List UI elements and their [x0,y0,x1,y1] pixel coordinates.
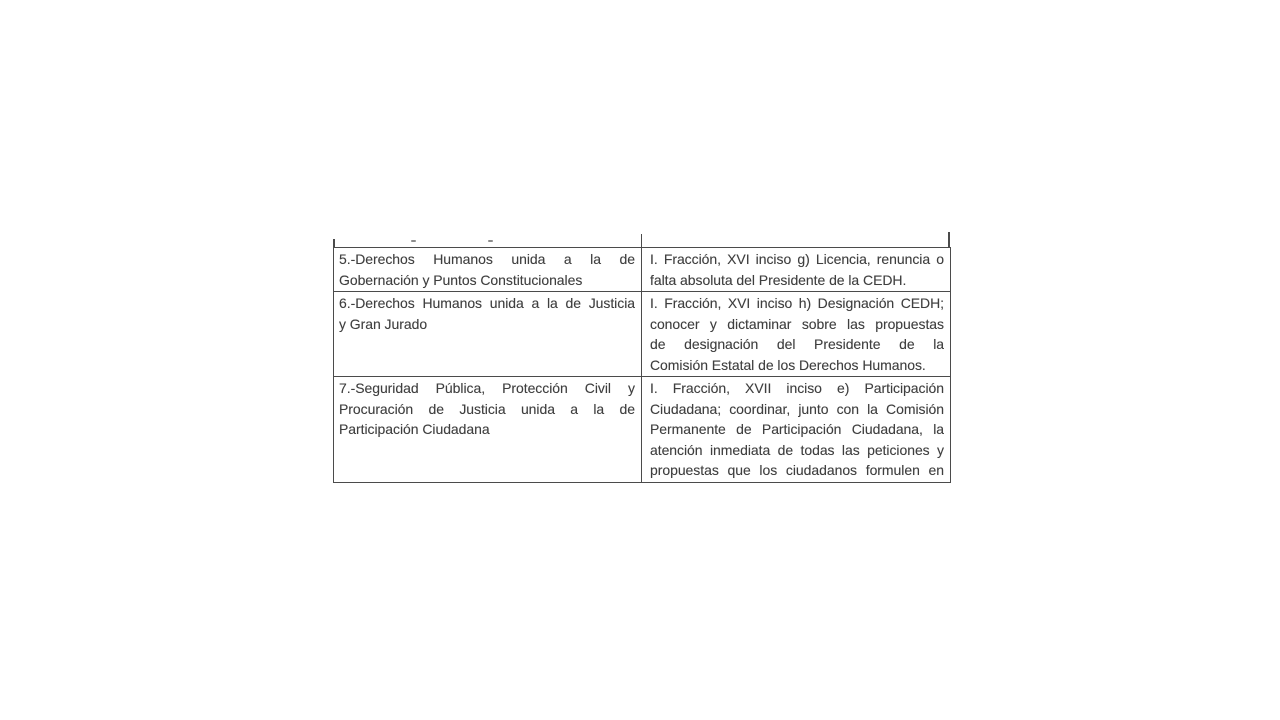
cropped-table-row [333,231,950,247]
faculty-cell [642,292,951,377]
text-line: I. Fracción, XVI inciso h) Designación CEDH; [650,295,944,311]
commission-cell [334,248,642,292]
text-line: Comisión Estatal de los Derechos Humanos. [650,356,926,373]
table-row [334,377,951,483]
table-border-segment [948,232,950,247]
committees-table-fragment [333,231,950,483]
text-line: Ciudadana; coordinar, junto con la Comisión [650,400,944,417]
text-line: I. Fracción, XVI inciso g) Licencia, renuncia o [650,251,944,267]
cropped-text-remnant [411,240,416,242]
table-row [334,292,951,377]
text-line: propuestas que los ciudadanos formulen en [650,462,944,478]
cropped-text-remnant [488,240,493,242]
commission-cell [334,377,642,483]
text-line: falta absoluta del Presidente de la CEDH. [650,271,907,288]
text-line: atención inmediata de todas las peticiones y [650,441,944,458]
text-line: 6.-Derechos Humanos unida a la de Justicia [339,295,635,311]
faculty-cell [642,248,951,292]
text-line: de designación del Presidente de la [650,336,944,352]
committees-table [333,247,951,483]
text-line: I. Fracción, XVII inciso e) Participación [650,380,944,396]
table-border-segment [333,239,335,247]
text-line: y Gran Jurado [339,315,428,332]
text-line: Participación Ciudadana [339,421,490,437]
text-line: 5.-Derechos Humanos unida a la de [339,251,635,267]
table-row [334,248,951,292]
table-border-segment [641,234,643,247]
faculty-cell [642,377,951,483]
text-line: conocer y dictaminar sobre las propuestas [650,315,944,332]
commission-cell [334,292,642,377]
text-line: Permanente de Participación Ciudadana, la [650,421,944,437]
text-line: 7.-Seguridad Pública, Protección Civil y [339,380,635,396]
text-line: Procuración de Justicia unida a la de [339,400,635,417]
text-line: Gobernación y Puntos Constitucionales [339,271,583,288]
